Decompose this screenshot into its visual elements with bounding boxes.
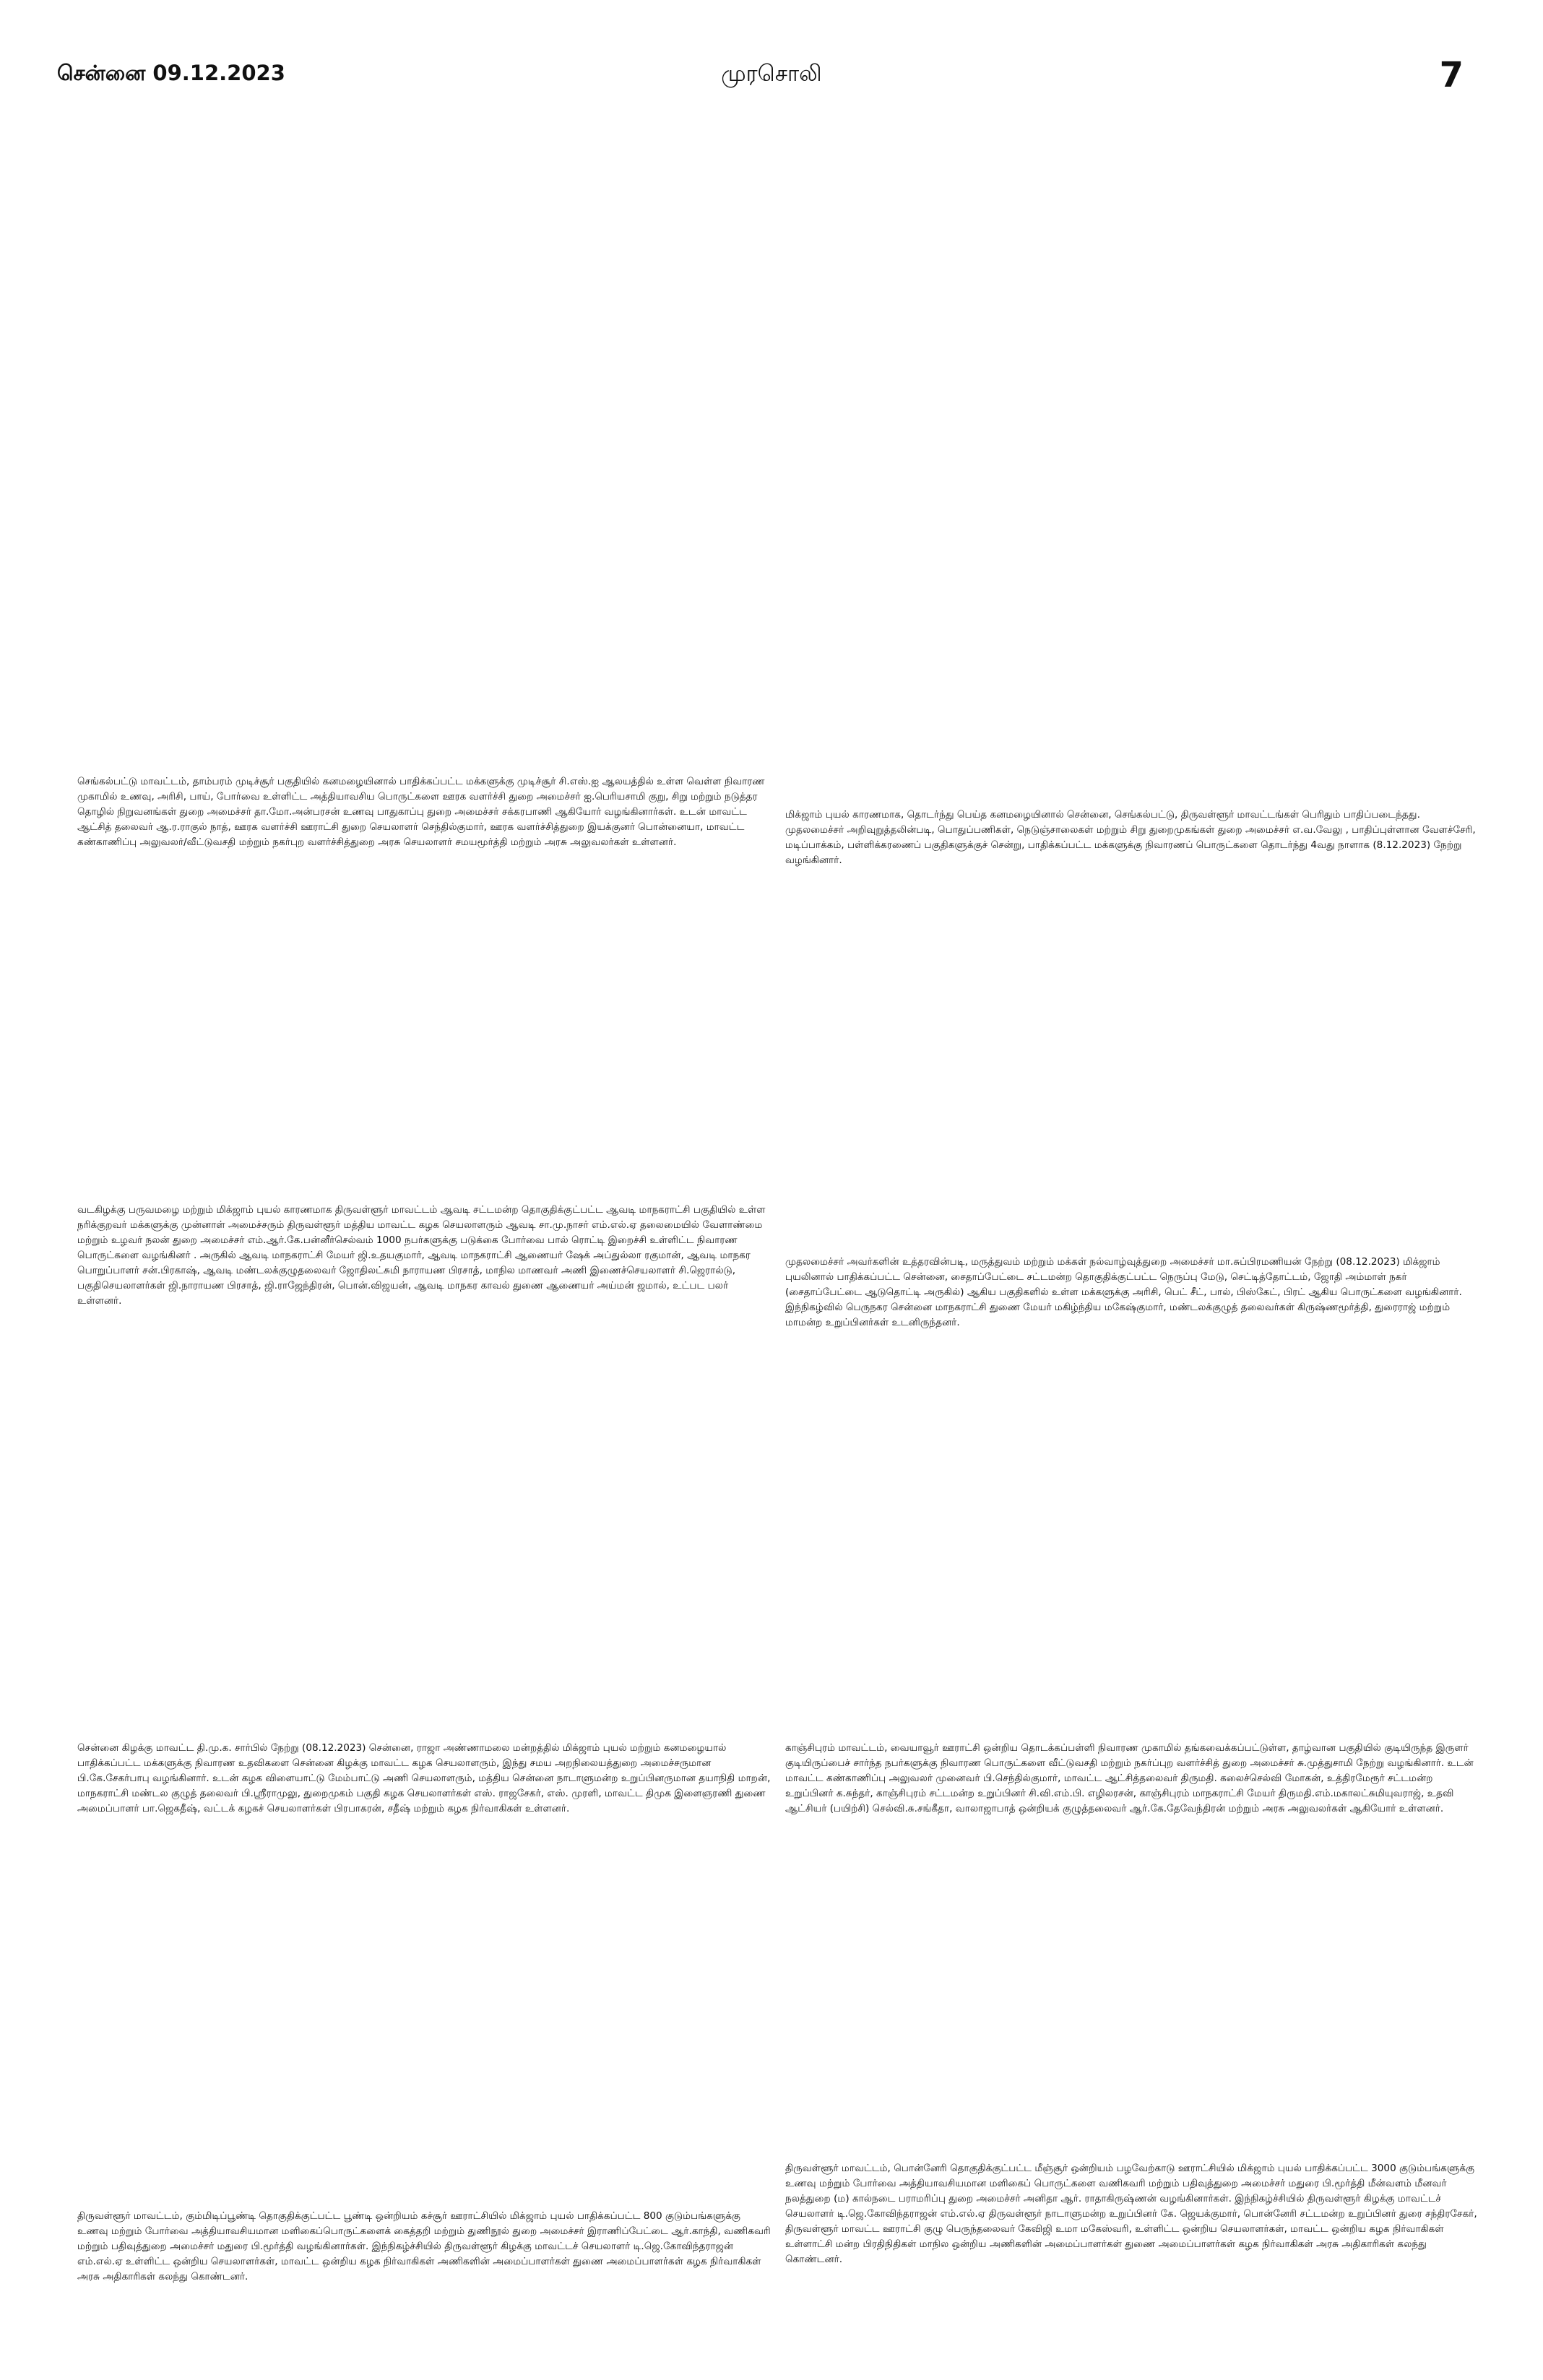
header-date: சென்னை 09.12.2023 [57,61,285,85]
photo-caption: மிக்ஜாம் புயல் காரணமாக, தொடர்ந்து பெய்த கனமழையினால் சென்னை, செங்கல்பட்டு, திருவள்ளூர் மாவட்டங்கள் பெரிதும் பாதிப்படைந்தது. முதலமைச்சர் அறிவுறுத்தலின்படி, பொதுப்பணிகள், நெடுஞ்சாலைகள் மற்றும் சிறு துறைமுகங்கள் துறை அமைச்சர் எ.வ.வேலு , பாதிப்புள்ளான வேளச்சேரி, மடிப்பாக்கம், பள்ளிக்கரணைப் பகுதிகளுக்குச் சென்று, பாதிக்கப்பட்ட மக்களுக்கு நிவாரணப் பொருட்களை தொடர்ந்து 4வது நாளாக (8.12.2023) நேற்று வழங்கினார். [785,809,1476,866]
newspaper-title: முரசொலி [721,61,822,87]
photo-caption: வடகிழக்கு பருவமழை மற்றும் மிக்ஜாம் புயல் காரணமாக திருவள்ளூர் மாவட்டம் ஆவடி சட்டமன்ற தொகுதிக்குட்பட்ட ஆவடி மாநகராட்சி பகுதியில் உள்ள நரிக்குறவர் மக்களுக்கு முன்னாள் அமைச்சரும் திருவள்ளூர் மத்திய மாவட்ட கழக செயலாளரும் ஆவடி சா.மு.நாசர் எம்.எல்.ஏ தலைமையில் வேளாண்மை மற்றும் உழவர் நலன் துறை அமைச்சர் எம்.ஆர்.கே.பன்னீர்செல்வம் 1000 நபர்களுக்கு படுக்கை போர்வை பால் ரொட்டி இறைச்சி உள்ளிட்ட நிவாரண பொருட்களை வழங்கினர் . அருகில் ஆவடி மாநகராட்சி மேயர் ஜி.உதயகுமார், ஆவடி மாநகராட்சி ஆணையர் ஷேக் அப்துல்லா ரகுமான், ஆவடி மாநகர பொறுப்பாளர் சன்.பிரகாஷ், ஆவடி மண்டலக்குழுதலைவர் ஜோதிலட்சுமி நாராயண பிரசாத், மாநில மாணவர் அணி இணைச்செயலாளர் சி.ஜெரால்டு, பகுதிசெயலாளர்கள் ஜி.நாராயண பிரசாத், ஜி.ராஜேந்திரன், பொன்.விஜயன், ஆவடி மாநகர காவல் துணை ஆணையர் அய்மன் ஜமால், உட்பட பலர் உள்ளனர். [77,1204,766,1307]
page-number: 7 [1439,55,1464,95]
photo-caption: சென்னை கிழக்கு மாவட்ட தி.மு.க. சார்பில் நேற்று (08.12.2023) சென்னை, ராஜா அண்ணாமலை மன்றத்தில் மிக்ஜாம் புயல் மற்றும் கனமழையால் பாதிக்கப்பட்ட மக்களுக்கு நிவாரண உதவிகளை சென்னை கிழக்கு மாவட்ட கழக செயலாளரும், இந்து சமய அறநிலையத்துறை அமைச்சருமான பி.கே.சேகர்பாபு வழங்கினார். உடன் கழக விளையாட்டு மேம்பாட்டு அணி செயலாளரும், மத்திய சென்னை நாடாளுமன்ற உறுப்பினருமான தயாநிதி மாறன், மாநகராட்சி மண்டல குழுத் தலைவர் பி.ஸ்ரீராமுலு, துறைமுகம் பகுதி கழக செயலாளர்கள் எஸ். ராஜசேகர், எஸ். முரளி, மாவட்ட திமுக இளைஞரணி துணை அமைப்பாளர் பா.ஜெகதீஷ், வட்டக் கழகச் செயலாளர்கள் பிரபாகரன், சதீஷ் மற்றும் கழக நிர்வாகிகள் உள்ளனர். [77,1742,771,1814]
photo-caption: திருவள்ளூர் மாவட்டம், பொன்னேரி தொகுதிக்குட்பட்ட மீஞ்சூர் ஒன்றியம் பழவேற்காடு ஊராட்சியில் மிக்ஜாம் புயல் பாதிக்கப்பட்ட 3000 குடும்பங்களுக்கு உணவு மற்றும் போர்வை அத்தியாவசியமான மளிகைப் பொருட்களை வணிகவரி மற்றும் பதிவுத்துறை அமைச்சர் மதுரை பி.மூர்த்தி மீன்வளம் மீனவர் நலத்துறை (ம) கால்நடை பராமரிப்பு துறை அமைச்சர் அனிதா ஆர். ராதாகிருஷ்ணன் வழங்கினார்கள். இந்நிகழ்ச்சியில் திருவள்ளூர் கிழக்கு மாவட்டச் செயலாளர் டி.ஜெ.கோவிந்தராஜன் எம்.எல்.ஏ திருவள்ளூர் நாடாளுமன்ற உறுப்பினர் கே. ஜெயக்குமார், பொன்னேரி சட்டமன்ற உறுப்பினர் துரை சந்திரசேகர், திருவள்ளூர் மாவட்ட ஊராட்சி குழு பெருந்தலைவர் கேவிஜி உமா மகேஸ்வரி, உள்ளிட்ட ஒன்றிய செயலாளர்கள், மாவட்ட ஒன்றிய கழக நிர்வாகிகள் உள்ளாட்சி மன்ற பிரதிநிதிகள் மாநில ஒன்றிய அணிகளின் அமைப்பாளர்கள் துணை அமைப்பாளர்கள் கழக நிர்வாகிகள் அரசு அதிகாரிகள் கலந்து கொண்டனர். [785,2163,1477,2265]
photo-caption: காஞ்சிபுரம் மாவட்டம், வையாவூர் ஊராட்சி ஒன்றிய தொடக்கப்பள்ளி நிவாரண முகாமில் தங்கவைக்கப்பட்டுள்ள, தாழ்வான பகுதியில் குடியிருந்த இருளர் குடியிருப்பைச் சார்ந்த நபர்களுக்கு நிவாரண பொருட்களை வீட்டுவசதி மற்றும் நகர்ப்புற வளர்ச்சித் துறை அமைச்சர் சு.முத்துசாமி நேற்று வழங்கினார். உடன் மாவட்ட கண்காணிப்பு அலுவலர் முனைவர் பி.செந்தில்குமார், மாவட்ட ஆட்சித்தலைவர் திருமதி. கலைச்செல்வி மோகன், உத்திரமேரூர் சட்டமன்ற உறுப்பினர் க.சுந்தர், காஞ்சிபுரம் சட்டமன்ற உறுப்பினர் சி.வி.எம்.பி. எழிலரசன், காஞ்சிபுரம் மாநகராட்சி மேயர் திருமதி.எம்.மகாலட்சுமியுவராஜ், உதவி ஆட்சியர் (பயிற்சி) செல்வி.சு.சங்கீதா, வாலாஜாபாத் ஒன்றியக் குழுத்தலைவர் ஆர்.கே.தேவேந்திரன் மற்றும் அரசு அலுவலர்கள் ஆகியோர் உள்ளனர். [785,1742,1474,1814]
photo-caption: செங்கல்பட்டு மாவட்டம், தாம்பரம் முடிச்சூர் பகுதியில் கனமழையினால் பாதிக்கப்பட்ட மக்களுக்கு முடிச்சூர் சி.எஸ்.ஐ ஆலயத்தில் உள்ள வெள்ள நிவாரண முகாமில் உணவு, அரிசி, பாய், போர்வை உள்ளிட்ட அத்தியாவசிய பொருட்களை ஊரக வளர்ச்சி துறை அமைச்சர் ஐ.பெரியசாமி குறு, சிறு மற்றும் நடுத்தர தொழில் நிறுவனங்கள் துறை அமைச்சர் தா.மோ.அன்பரசன் உணவு பாதுகாப்பு துறை அமைச்சர் சக்கரபாணி ஆகியோர் வழங்கினார்கள். உடன் மாவட்ட ஆட்சித் தலைவர் ஆ.ர.ராகுல் நாத், ஊரக வளர்ச்சி ஊராட்சி துறை செயலாளர் செந்தில்குமார், ஊரக வளர்ச்சித்துறை இயக்குனர் பொன்னையா, மாவட்ட கண்காணிப்பு அலுவலர்/வீட்டுவசதி மற்றும் நகர்புற வளர்ச்சித்துறை அரசு செயலாளர் சமயமூர்த்தி மற்றும் அரசு அலுவலர்கள் உள்ளனர். [77,776,765,848]
photo-caption: திருவள்ளூர் மாவட்டம், கும்மிடிப்பூண்டி தொகுதிக்குட்பட்ட பூண்டி ஒன்றியம் கச்சூர் ஊராட்சியில் மிக்ஜாம் புயல் பாதிக்கப்பட்ட 800 குடும்பங்களுக்கு உணவு மற்றும் போர்வை அத்தியாவசியமான மளிகைப்பொருட்களைக் கைத்தறி மற்றும் துணிநூல் துறை அமைச்சர் இராணிப்பேட்டை ஆர்.காந்தி, வணிகவரி மற்றும் பதிவுத்துறை அமைச்சர் மதுரை பி.மூர்த்தி வழங்கினார்கள். இந்நிகழ்ச்சியில் திருவள்ளூர் கிழக்கு மாவட்டச் செயலாளர் டி.ஜெ.கோவிந்தராஜன் எம்.எல்.ஏ உள்ளிட்ட ஒன்றிய செயலாளர்கள், மாவட்ட ஒன்றிய கழக நிர்வாகிகள் அணிகளின் அமைப்பாளர்கள் துணை அமைப்பாளர்கள் கழக நிர்வாகிகள் அரசு அதிகாரிகள் கலந்து கொண்டனர். [77,2210,771,2282]
photo-caption: முதலமைச்சர் அவர்களின் உத்தரவின்படி, மருத்துவம் மற்றும் மக்கள் நல்வாழ்வுத்துறை அமைச்சர் மா.சுப்பிரமணியன் நேற்று (08.12.2023) மிக்ஜாம் புயலினால் பாதிக்கப்பட்ட சென்னை, சைதாப்பேட்டை சட்டமன்ற தொகுதிக்குட்பட்ட நெருப்பு மேடு, செட்டித்தோட்டம், ஜோதி அம்மாள் நகர் (சைதாப்பேட்டை ஆடுதொட்டி அருகில்) ஆகிய பகுதிகளில் உள்ள மக்களுக்கு அரிசி, பெட் சீட், பால், பிஸ்கேட், பிரட் ஆகிய பொருட்களை வழங்கினார். இந்நிகழ்வில் பெருநகர சென்னை மாநகராட்சி துணை மேயர் மகிழ்ந்திய மகேஷ்குமார், மண்டலக்குழுத் தலைவர்கள் கிருஷ்ணமூர்த்தி, துரைராஜ் மற்றும் மாமன்ற உறுப்பினர்கள் உடனிருந்தனர். [785,1256,1462,1328]
